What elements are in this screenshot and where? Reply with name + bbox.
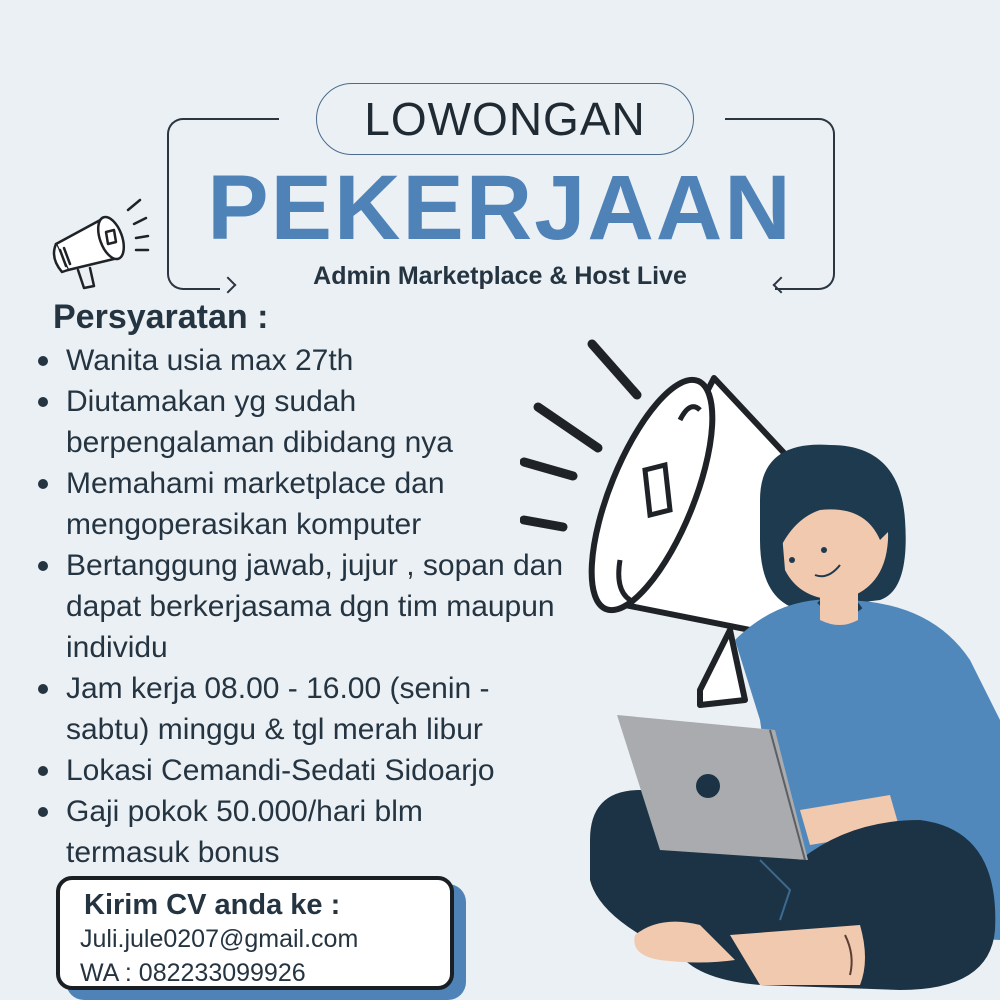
list-item: Lokasi Cemandi-Sedati Sidoarjo [36, 750, 596, 791]
requirements-heading: Persyaratan : [53, 298, 269, 336]
job-subtitle: Admin Marketplace & Host Live [313, 262, 687, 290]
list-item: Wanita usia max 27th [36, 340, 596, 381]
contact-whatsapp[interactable]: WA : 082233099926 [80, 959, 306, 987]
requirements-list [36, 340, 596, 873]
bullet-icon [38, 807, 48, 817]
page-title: PEKERJAAN [207, 157, 793, 259]
bullet-icon [38, 356, 48, 366]
frame-tail [210, 270, 230, 290]
list-item: Memahami marketplace dan mengoperasikan komputer [36, 463, 536, 545]
list-item: Gaji pokok 50.000/hari blm termasuk bonus [36, 791, 506, 873]
bullet-icon [38, 561, 48, 571]
bullet-icon [38, 766, 48, 776]
list-item: Bertanggung jawab, jujur , sopan dan dapat berkerjasama dgn tim maupun individu [36, 545, 566, 668]
contact-box [56, 876, 454, 990]
header-badge: LOWONGAN [316, 83, 694, 155]
bullet-icon [38, 397, 48, 407]
list-item: Diutamakan yg sudah berpengalaman dibidang nya [36, 381, 546, 463]
megaphone-icon [44, 188, 164, 298]
woman-with-laptop-illustration [520, 330, 1000, 1000]
list-item: Jam kerja 08.00 - 16.00 (senin - sabtu) minggu & tgl merah libur [36, 668, 566, 750]
bullet-icon [38, 479, 48, 489]
contact-email[interactable]: Juli.jule0207@gmail.com [80, 925, 359, 953]
contact-heading: Kirim CV anda ke : [84, 889, 341, 921]
bullet-icon [38, 684, 48, 694]
